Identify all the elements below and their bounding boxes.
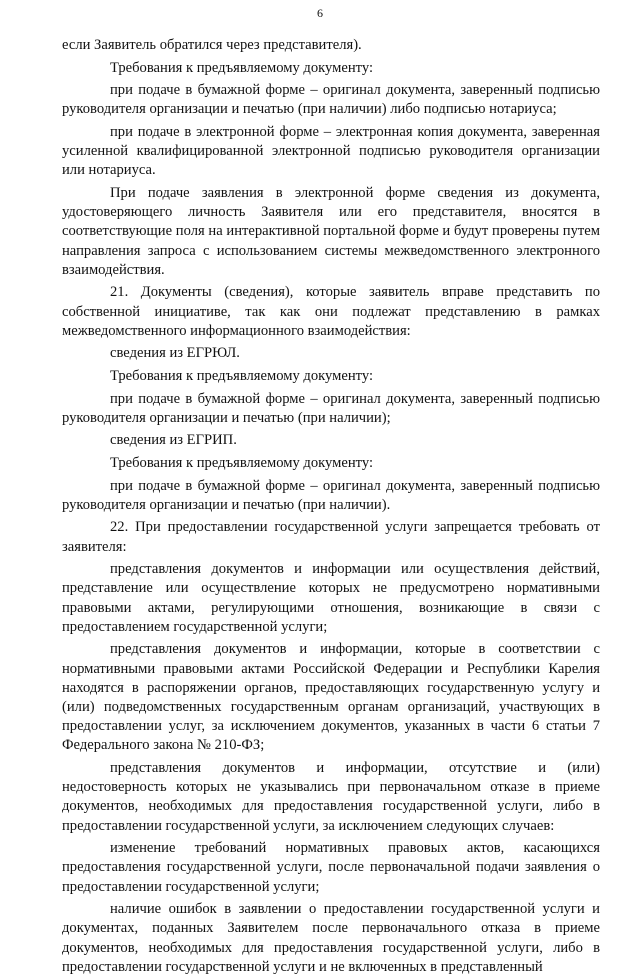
page-number: 6 [317,6,323,20]
paragraph-exception-2: наличие ошибок в заявлении о предоставлении государственной услуги и документах, поданных Заявителем после первоначального отказа в приеме документов, необходимых для предоставления государственной услуги, либо в предоставлении государственной услуги и не включенных в представленный [62,901,600,975]
paragraph-egrul: сведения из ЕГРЮЛ. [110,345,240,362]
paragraph-clause-22: 22. При предоставлении государственной услуги запрещается требовать от заявителя: [62,519,600,555]
paragraph-requirements-heading-3: Требования к предъявляемому документу: [110,454,374,471]
paragraph-paper-form-3: при подаче в бумажной форме – оригинал документа, заверенный подписью руководителя организации и печатью (при наличии). [62,477,600,513]
document-body [62,36,600,980]
paragraph-exception-1: изменение требований нормативных правовых актов, касающихся предоставления государственной услуги, после первоначальной подачи заявления о предоставлении государственной услуги; [62,840,600,895]
paragraph-paper-form: при подаче в бумажной форме – оригинал документа, заверенный подписью руководителя организации и печатью (при наличии) либо подписью нотариуса; [62,82,600,118]
paragraph-egrip: сведения из ЕГРИП. [110,432,237,449]
paragraph-electronic-form: при подаче в электронной форме – электронная копия документа, заверенная усиленной квалифицированной электронной подписью руководителя организации или нотариуса. [62,123,600,179]
paragraph-requirements-heading: Требования к предъявляемому документу: [110,59,374,76]
paragraph-paper-form-2: при подаче в бумажной форме – оригинал документа, заверенный подписью руководителя организации и печатью (при наличии); [62,390,600,426]
paragraph-prohibition-1: представления документов и информации или осуществления действий, представление или осуществление которых не предусмотрено нормативными правовыми актами, регулирующими отношения, возникающие в связи с предоставлением государственной услуги; [62,561,600,635]
paragraph-continuation: если Заявитель обратился через представителя). [62,37,362,53]
paragraph-prohibition-3: представления документов и информации, отсутствие и (или) недостоверность которых не указывались при первоначальном отказе в приеме документов, необходимых для предоставления государственной услуги, либо в предоставлении государственной услуги, за исключением следующих случаев: [62,759,600,834]
paragraph-electronic-application: При подаче заявления в электронной форме сведения из документа, удостоверяющего личность Заявителя или его представителя, вносятся в соответствующие поля на интерактивной портальной форме и будут проверены путем направления запроса с использованием системы межведомственного электронного взаимодействия. [62,184,600,278]
paragraph-clause-21: 21. Документы (сведения), которые заявитель вправе представить по собственной инициативе, так как они подлежат представлению в рамках межведомственного информационного взаимодействия: [62,284,600,339]
paragraph-requirements-heading-2: Требования к предъявляемому документу: [110,367,374,384]
paragraph-prohibition-2: представления документов и информации, которые в соответствии с нормативными правовыми актами Российской Федерации и Республики Карелия находятся в распоряжении органов, предоставляющих государственную услугу и (или) подведомственных государственным органам организаций, участвующих в предоставлении услуг, за исключением документов, указанных в части 6 статьи 7 Федерального закона № 210-ФЗ; [62,641,600,754]
